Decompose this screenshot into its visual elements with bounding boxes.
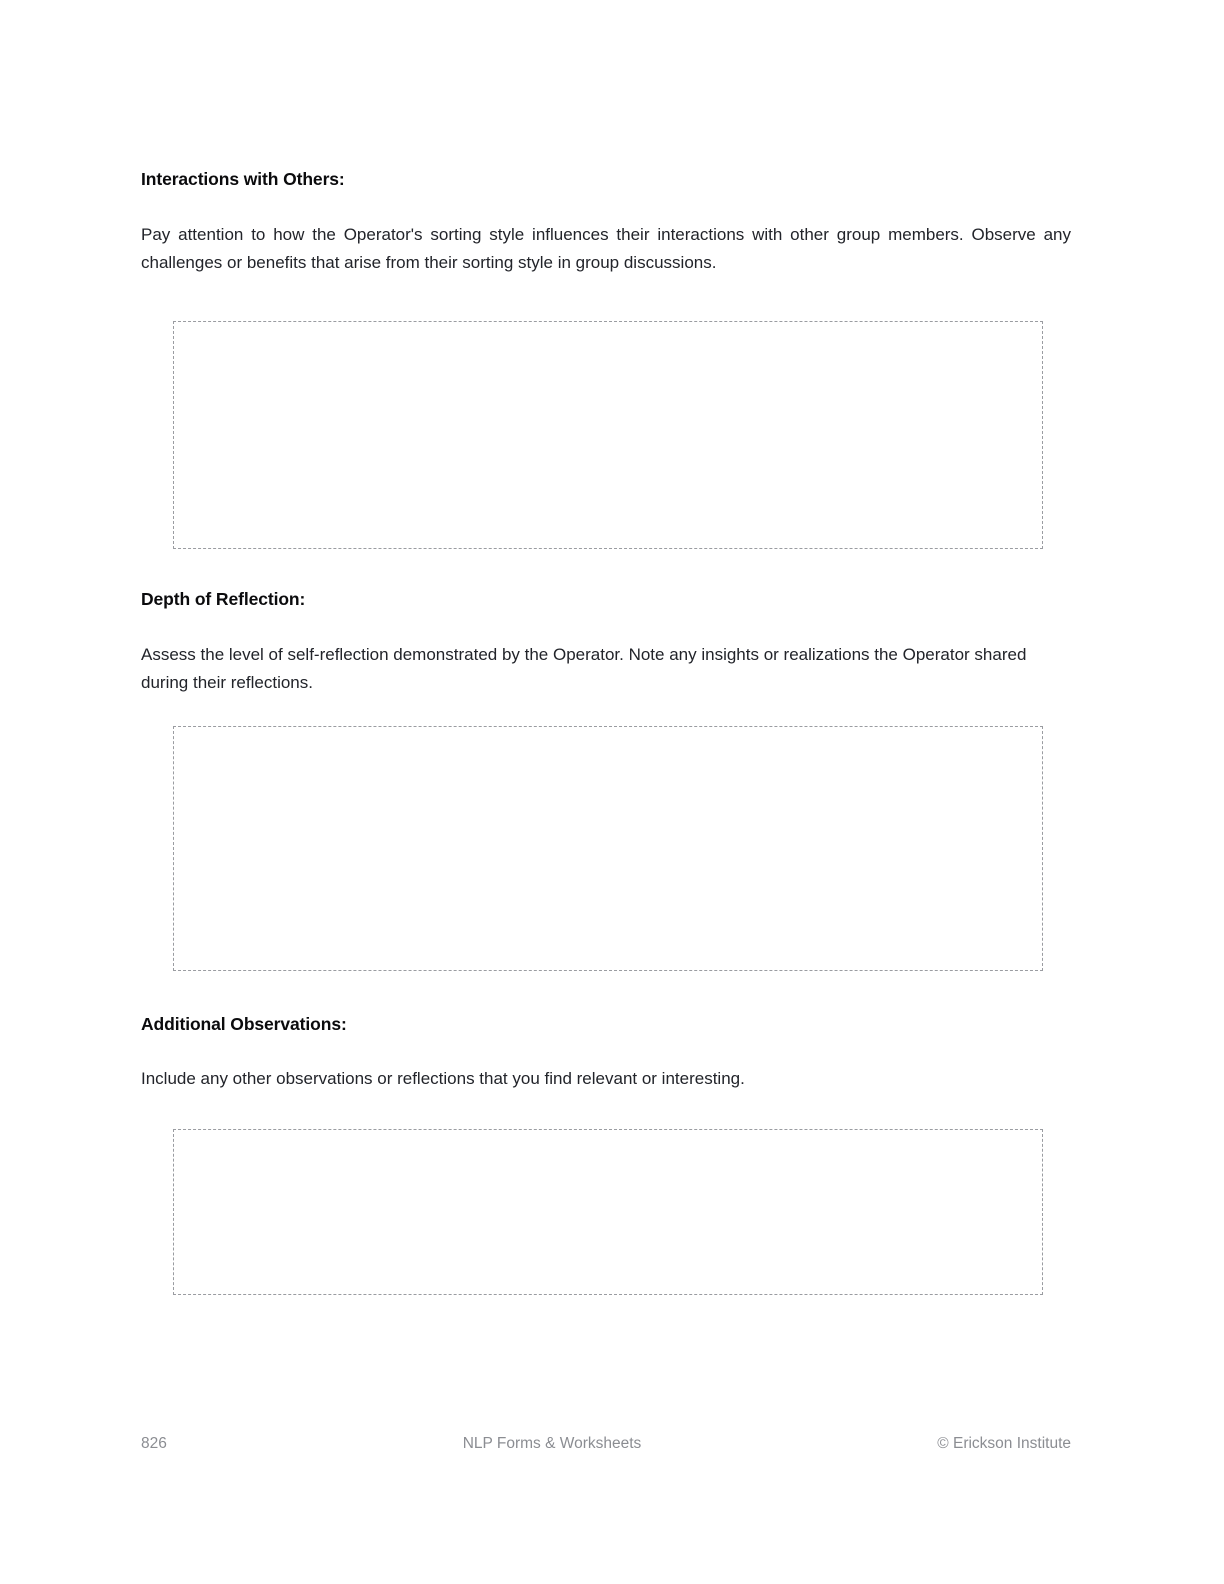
section-depth-of-reflection: [141, 588, 1071, 697]
answer-box-depth-of-reflection[interactable]: [173, 726, 1043, 971]
spacer: [141, 549, 1071, 588]
section-additional-observations: [141, 1013, 1071, 1094]
section-interactions-with-others: [141, 168, 1071, 277]
section-heading: Additional Observations:: [141, 1013, 347, 1034]
spacer: [141, 697, 1071, 726]
worksheet-content: [141, 168, 1071, 1295]
answer-box-additional-observations[interactable]: [173, 1129, 1043, 1295]
section-body-text: Assess the level of self-reflection demonstrated by the Operator. Note any insights or realizations the Operator shared during their reflections.: [141, 644, 1027, 692]
page-footer: [141, 1435, 1071, 1459]
spacer: [141, 277, 1071, 321]
spacer: [141, 971, 1071, 1013]
section-body-text: Pay attention to how the Operator's sorting style influences their interactions with other group members. Observe any challenges or benefits that arise from their sorting style in group discussions.: [141, 224, 1071, 272]
footer-title: NLP Forms & Worksheets: [462, 1435, 642, 1452]
answer-box-interactions-with-others[interactable]: [173, 321, 1043, 549]
section-heading: Depth of Reflection:: [141, 588, 306, 609]
footer-page-number: 826: [141, 1435, 167, 1452]
section-heading: Interactions with Others:: [141, 169, 345, 189]
footer-copyright: © Erickson Institute: [937, 1435, 1071, 1452]
spacer: [141, 1093, 1071, 1129]
section-body-text: Include any other observations or reflections that you find relevant or interesting.: [141, 1069, 745, 1089]
